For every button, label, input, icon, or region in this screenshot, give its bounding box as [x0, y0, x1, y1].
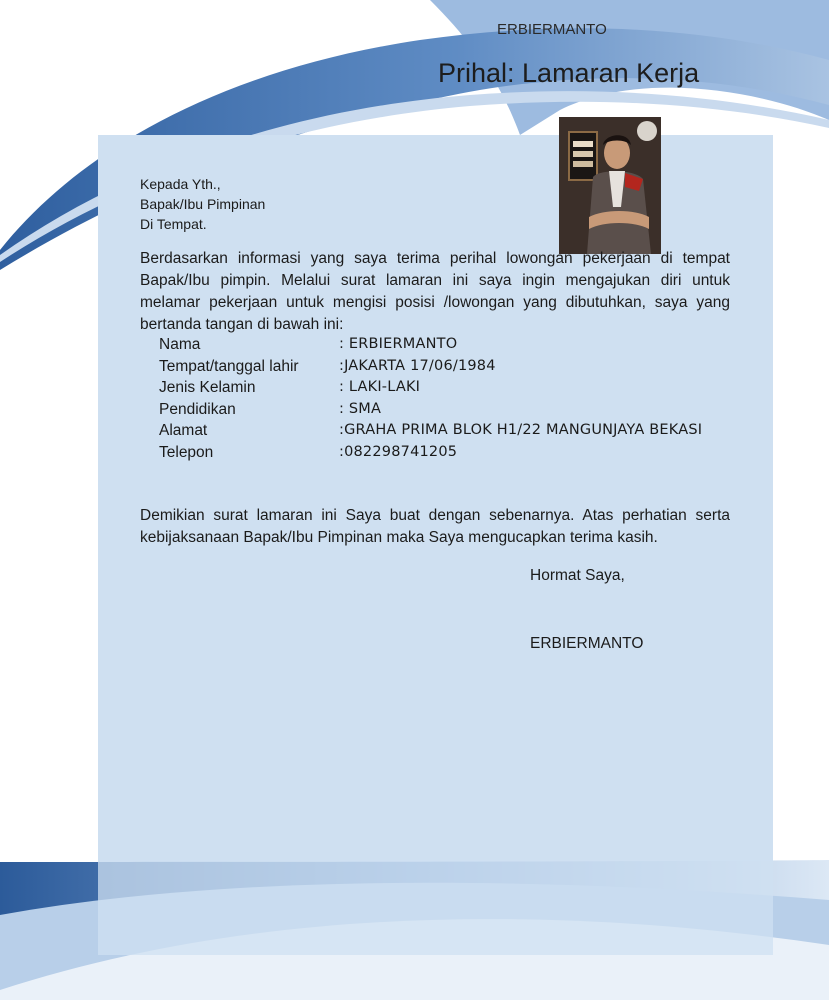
signature-name: ERBIERMANTO [530, 635, 644, 652]
recipient-line: Bapak/Ibu Pimpinan [140, 196, 266, 212]
applicant-details [159, 336, 759, 466]
letter-subject-title: Prihal: Lamaran Kerja [438, 58, 700, 88]
detail-label: Pendidikan [159, 400, 236, 418]
closing-paragraph: Demikian surat lamaran ini Saya buat dengan sebenarnya. Atas perhatian serta kebijaksanaan Bapak/Ibu Pimpinan maka Saya mengucapkan terima kasih. [140, 507, 730, 546]
detail-label: Alamat [159, 422, 208, 440]
recipient-block [140, 174, 265, 234]
detail-value: : LAKI-LAKI [339, 379, 421, 396]
detail-value: : ERBIERMANTO [339, 336, 458, 352]
detail-row [159, 358, 759, 380]
opening-paragraph: Berdasarkan informasi yang saya terima perihal lowongan pekerjaan di tempat Bapak/Ibu pimpin. Melalui surat lamaran ini saya ingin mengajukan diri untuk melamar pekerjaan untuk mengisi posisi /lowongan yang dibutuhkan, saya yang bertanda tangan di bawah ini: [140, 250, 730, 333]
letter-panel-lower [98, 860, 773, 955]
detail-row [159, 401, 759, 423]
detail-value: :GRAHA PRIMA BLOK H1/22 MANGUNJAYA BEKASI [339, 422, 703, 439]
detail-label: Tempat/tanggal lahir [159, 357, 299, 375]
header-name: ERBIERMANTO [497, 21, 607, 38]
detail-row [159, 336, 759, 358]
detail-row [159, 444, 759, 466]
detail-label: Telepon [159, 443, 214, 461]
detail-row [159, 379, 759, 401]
detail-value: :082298741205 [339, 443, 458, 460]
detail-label: Nama [159, 336, 201, 353]
detail-value: :JAKARTA 17/06/1984 [339, 357, 496, 374]
detail-label: Jenis Kelamin [159, 379, 256, 397]
detail-value: : SMA [339, 400, 382, 417]
recipient-line: Di Tempat. [140, 216, 207, 232]
detail-row [159, 422, 759, 444]
applicant-photo [559, 117, 661, 254]
recipient-line: Kepada Yth., [140, 176, 221, 192]
signature-salutation: Hormat Saya, [530, 567, 625, 584]
